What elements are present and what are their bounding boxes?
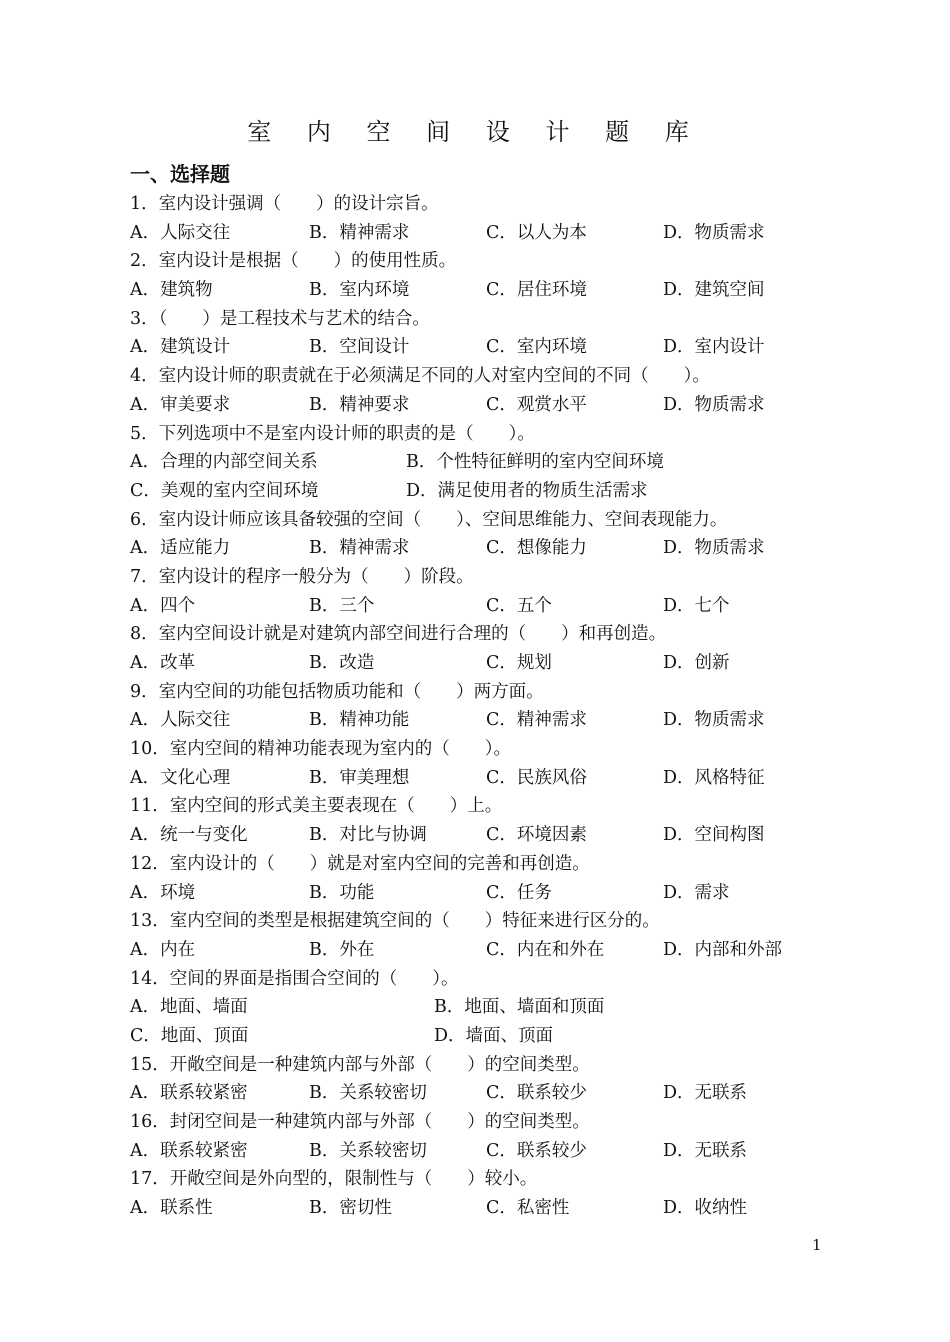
question-list <box>130 190 830 1223</box>
question-text: 4．室内设计师的职责就在于必须满足不同的人对室内空间的不同（ ）。 <box>130 366 710 387</box>
option-d: D．创新 <box>663 653 730 673</box>
question-text: 5．下列选项中不是室内设计师的职责的是（ ）。 <box>130 423 535 444</box>
option-d: D．无联系 <box>663 1140 748 1161</box>
option-d: D．物质需求 <box>663 538 765 559</box>
options-row <box>130 1079 830 1108</box>
question-text: 11．室内空间的形式美主要表现在（ ）上。 <box>130 796 503 817</box>
option-d: D．风格特征 <box>663 767 765 788</box>
option-a: A．人际交往 <box>130 222 231 243</box>
option-c: C．联系较少 <box>486 1140 587 1161</box>
question-text: 3．（ ）是工程技术与艺术的结合。 <box>130 308 430 329</box>
option-b: B．空间设计 <box>309 337 410 358</box>
option-d: D．七个 <box>663 595 730 616</box>
section-heading: 一、选择题 <box>130 162 230 186</box>
question-text: 12．室内设计的（ ）就是对室内空间的完善和再创造。 <box>130 853 590 874</box>
option-a: A．地面、墙面 <box>130 997 248 1018</box>
option-a: A．适应能力 <box>130 538 231 559</box>
option-a: A．人际交往 <box>130 710 231 731</box>
option-b: B．室内环境 <box>309 280 410 301</box>
option-b: B．审美理想 <box>309 767 410 788</box>
question-text: 15．开敞空间是一种建筑内部与外部（ ）的空间类型。 <box>130 1054 590 1075</box>
options-row <box>130 477 830 506</box>
option-b: B．改造 <box>309 653 375 673</box>
option-b: B．密切性 <box>309 1198 392 1219</box>
option-a: A．统一与变化 <box>130 825 248 846</box>
option-a: A．联系性 <box>130 1198 213 1219</box>
option-c: C．精神需求 <box>486 710 587 731</box>
option-c: C．五个 <box>486 595 552 616</box>
option-c: C．观赏水平 <box>486 394 587 415</box>
options-row <box>130 391 830 420</box>
option-a: A．环境 <box>130 882 196 903</box>
option-d: D．物质需求 <box>663 394 765 415</box>
question-text: 13．室内空间的类型是根据建筑空间的（ ）特征来进行区分的。 <box>130 911 660 932</box>
option-b: B．关系较密切 <box>309 1083 427 1104</box>
option-d: D．内部和外部 <box>663 939 783 960</box>
option-d: D．空间构图 <box>663 825 765 846</box>
options-row <box>130 649 830 678</box>
option-c: C．联系较少 <box>486 1083 587 1104</box>
option-a: A．建筑物 <box>130 280 213 301</box>
option-c: C．民族风俗 <box>486 767 587 788</box>
option-d: D．满足使用者的物质生活需求 <box>406 480 648 501</box>
question-text: 16．封闭空间是一种建筑内部与外部（ ）的空间类型。 <box>130 1112 590 1132</box>
option-a: A．文化心理 <box>130 767 231 788</box>
option-d: D．室内设计 <box>663 337 765 358</box>
document-title: 室 内 空 间 设 计 题 库 <box>247 118 703 146</box>
options-row <box>130 879 830 908</box>
options-row <box>130 333 830 362</box>
option-b: B．对比与协调 <box>309 825 427 846</box>
option-c: C．想像能力 <box>486 538 587 559</box>
option-b: B．关系较密切 <box>309 1140 427 1161</box>
question-text: 10．室内空间的精神功能表现为室内的（ ）。 <box>130 739 512 760</box>
option-a: A．联系较紧密 <box>130 1083 248 1104</box>
options-row <box>130 1194 830 1223</box>
option-c: C．以人为本 <box>486 222 587 243</box>
option-b: B．精神需求 <box>309 538 410 559</box>
option-c: C．内在和外在 <box>486 939 605 960</box>
page-number: 1 <box>812 1236 822 1254</box>
options-row <box>130 448 830 477</box>
options-row <box>130 1022 830 1051</box>
option-b: B．三个 <box>309 595 375 616</box>
option-d: D．物质需求 <box>663 710 765 731</box>
question-text: 6．室内设计师应该具备较强的空间（ ）、空间思维能力、空间表现能力。 <box>130 509 728 530</box>
option-b: B．精神功能 <box>309 710 410 731</box>
options-row <box>130 993 830 1022</box>
option-b: B．地面、墙面和顶面 <box>434 997 605 1018</box>
question-text: 14．空间的界面是指围合空间的（ ）。 <box>130 968 459 989</box>
question-text: 8．室内空间设计就是对建筑内部空间进行合理的（ ）和再创造。 <box>130 624 667 645</box>
option-d: D．无联系 <box>663 1083 748 1104</box>
option-b: B．个性特征鲜明的室内空间环境 <box>406 452 664 473</box>
option-a: A．联系较紧密 <box>130 1140 248 1161</box>
options-row <box>130 706 830 735</box>
option-d: D．建筑空间 <box>663 280 765 301</box>
option-a: A．改革 <box>130 653 196 673</box>
option-c: C．任务 <box>486 882 552 903</box>
options-row <box>130 534 830 563</box>
option-a: A．四个 <box>130 595 196 616</box>
options-row <box>130 1137 830 1166</box>
option-c: C．室内环境 <box>486 337 587 358</box>
option-c: C．美观的室内空间环境 <box>130 480 319 501</box>
options-row <box>130 936 830 965</box>
option-b: B．精神要求 <box>309 394 410 415</box>
option-b: B．功能 <box>309 882 375 903</box>
option-d: D．需求 <box>663 882 730 903</box>
option-c: C．环境因素 <box>486 825 587 846</box>
option-a: A．内在 <box>130 939 196 960</box>
question-text: 2．室内设计是根据（ ）的使用性质。 <box>130 251 457 272</box>
options-row <box>130 764 830 793</box>
option-c: C．规划 <box>486 653 552 673</box>
question-text: 1．室内设计强调（ ）的设计宗旨。 <box>130 194 439 214</box>
option-d: D．收纳性 <box>663 1198 748 1219</box>
options-row <box>130 821 830 850</box>
option-c: C．居住环境 <box>486 280 587 301</box>
question-text: 9．室内空间的功能包括物质功能和（ ）两方面。 <box>130 681 544 702</box>
option-d: D．物质需求 <box>663 222 765 243</box>
option-c: C．地面、顶面 <box>130 1025 249 1046</box>
option-a: A．建筑设计 <box>130 337 231 358</box>
option-c: C．私密性 <box>486 1198 570 1219</box>
options-row <box>130 276 830 305</box>
options-row <box>130 219 830 248</box>
option-a: A．合理的内部空间关系 <box>130 452 318 473</box>
option-d: D．墙面、顶面 <box>434 1025 554 1046</box>
option-a: A．审美要求 <box>130 394 231 415</box>
options-row <box>130 592 830 621</box>
option-b: B．外在 <box>309 939 375 960</box>
option-b: B．精神需求 <box>309 222 410 243</box>
question-text: 7．室内设计的程序一般分为（ ）阶段。 <box>130 566 474 587</box>
question-text: 17．开敞空间是外向型的，限制性与（ ）较小。 <box>130 1169 538 1190</box>
